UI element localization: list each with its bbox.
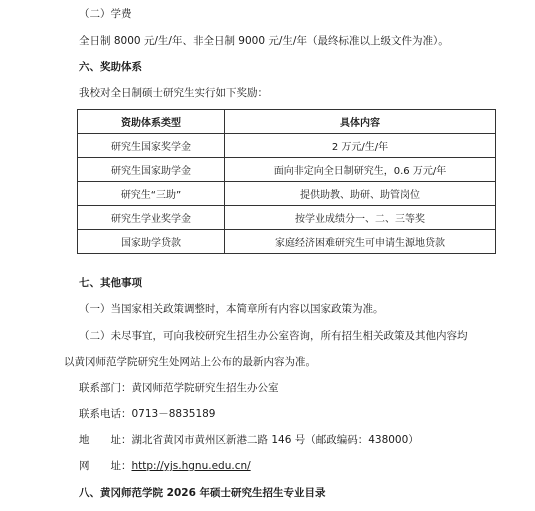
aid-table [77, 109, 496, 254]
table-row [78, 158, 496, 182]
contact-address-label: 地 址： [79, 434, 132, 446]
aid-intro: 我校对全日制硕士研究生实行如下奖励： [79, 87, 268, 99]
table-cell-content: 面向非定向全日制研究生，0.6 万元/年 [225, 158, 496, 182]
contact-dept-value: 黄冈师范学院研究生招生办公室 [131, 382, 279, 394]
table-row [78, 134, 496, 158]
contact-dept [0, 381, 535, 395]
table-cell-type: 研究生学业奖学金 [78, 206, 225, 230]
contact-address [0, 433, 535, 447]
table-row [78, 206, 496, 230]
other-item-2-line-1: （二）未尽事宜，可向我校研究生招生办公室咨询，所有招生相关政策及其他内容均 [79, 330, 468, 342]
other-heading: 七、其他事项 [79, 277, 142, 289]
table-cell-type: 研究生国家助学金 [78, 158, 225, 182]
other-item-1: （一）当国家相关政策调整时，本简章所有内容以国家政策为准。 [79, 303, 384, 315]
table-cell-type: 研究生国家奖学金 [78, 134, 225, 158]
table-header-row [78, 110, 496, 134]
contact-website-label: 网 址： [79, 460, 132, 472]
table-header-content: 具体内容 [225, 110, 496, 134]
table-row [78, 182, 496, 206]
contact-website [0, 459, 535, 473]
other-item-2-line-2: 以黄冈师范学院研究生处网站上公布的最新内容为准。 [64, 356, 316, 368]
contact-phone-value: 0713－8835189 [131, 408, 216, 420]
contact-phone-label: 联系电话： [79, 408, 132, 420]
table-row [78, 230, 496, 254]
table-cell-content: 提供助教、助研、助管岗位 [225, 182, 496, 206]
table-cell-type: 国家助学贷款 [78, 230, 225, 254]
table-header-type: 资助体系类型 [78, 110, 225, 134]
fees-text: 全日制 8000 元/生/年、非全日制 9000 元/生/年（最终标准以上级文件为准）。 [79, 35, 449, 47]
contact-phone [0, 407, 535, 421]
table-cell-content: 家庭经济困难研究生可申请生源地贷款 [225, 230, 496, 254]
table-cell-type: 研究生“三助” [78, 182, 225, 206]
final-heading: 八、黄冈师范学院 2026 年硕士研究生招生专业目录 [79, 487, 326, 499]
aid-heading: 六、奖助体系 [79, 61, 142, 73]
contact-address-value: 湖北省黄冈市黄州区新港二路 146 号（邮政编码：438000） [131, 434, 419, 446]
table-cell-content: 按学业成绩分一、二、三等奖 [225, 206, 496, 230]
website-link[interactable]: http://yjs.hgnu.edu.cn/ [131, 460, 251, 472]
contact-dept-label: 联系部门： [79, 382, 132, 394]
fees-heading: （二）学费 [79, 8, 132, 20]
table-cell-content: 2 万元/生/年 [225, 134, 496, 158]
